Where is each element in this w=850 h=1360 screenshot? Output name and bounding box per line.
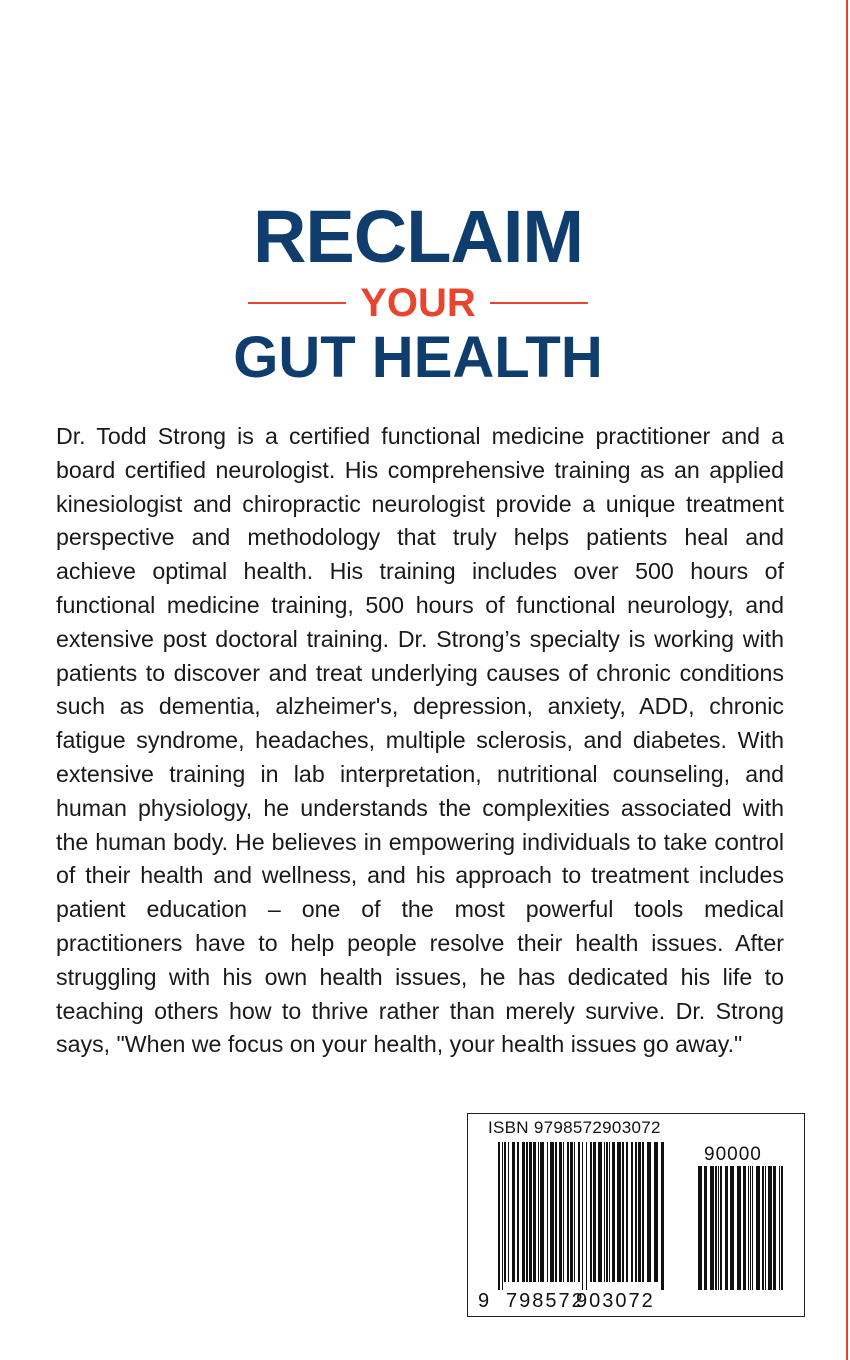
isbn-barcode bbox=[467, 1113, 805, 1317]
title-rule-right bbox=[490, 302, 588, 304]
book-title bbox=[0, 195, 836, 390]
title-rule-left bbox=[248, 302, 346, 304]
isbn-label: ISBN 9798572903072 bbox=[488, 1118, 661, 1137]
title-gut-health: GUT HEALTH bbox=[233, 325, 603, 390]
title-middle-row bbox=[0, 280, 836, 326]
barcode-digits-left: 798572 bbox=[506, 1290, 585, 1312]
price-addon-number: 90000 bbox=[704, 1144, 762, 1165]
title-reclaim: RECLAIM bbox=[252, 195, 584, 278]
barcode-digits-right: 903072 bbox=[576, 1290, 655, 1312]
barcode-bars bbox=[468, 1114, 806, 1318]
barcode-digit-first: 9 bbox=[478, 1290, 492, 1312]
title-your: YOUR bbox=[360, 281, 476, 325]
author-bio: Dr. Todd Strong is a certified functional medicine practitioner and a board certified neurologist. His comprehensive training as an applied kinesiologist and chiropractic neurologist provide a unique treatment perspective and methodology that truly helps patients heal and achieve optimal health. His training includes over 500 hours of functional medicine training, 500 hours of functional neurology, and extensive post doctoral training. Dr. Strong’s specialty is working with patients to discover and treat underlying causes of chronic conditions such as dementia, alzheimer's, depression, anxiety, ADD, chronic fatigue syndrome, headaches, multiple sclerosis, and diabetes. With extensive training in lab interpretation, nutritional counseling, and human physiology, he understands the complexities associated with the human body. He believes in empowering individuals to take control of their health and wellness, and his approach to treatment includes patient education – one of the most powerful tools medical practitioners have to help people resolve their health issues. After struggling with his own health issues, he has dedicated his life to teaching others how to thrive rather than merely survive. Dr. Strong says, "When we focus on your health, your health issues go away." bbox=[56, 423, 784, 1058]
spine-edge-line bbox=[846, 0, 848, 1360]
